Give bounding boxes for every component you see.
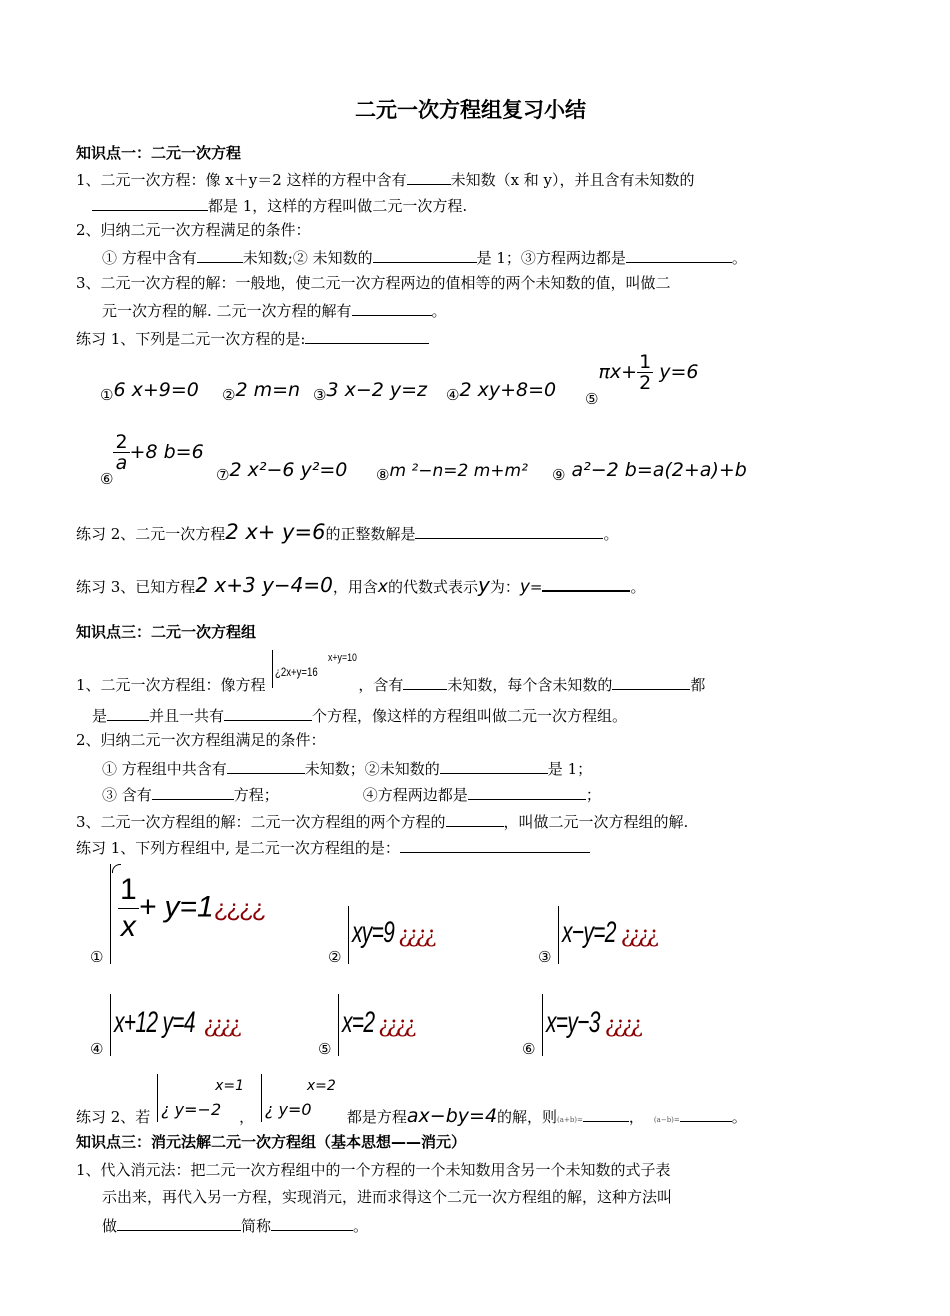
equation-part: y=6	[653, 361, 699, 383]
text: 简称	[241, 1217, 272, 1235]
s1-line-5: 3、二元一次方程的解：一般地，使二元一次方程两边的值相等的两个未知数的值，叫做二	[76, 274, 671, 292]
blank[interactable]	[197, 246, 243, 263]
s2-exercise-1	[76, 836, 590, 858]
text: ，叫做二元一次方程组的解.	[503, 813, 689, 831]
s2-line-5	[102, 783, 601, 805]
text: 练习 1、下列是二元一次方程的是:	[76, 330, 306, 348]
text: =	[529, 578, 543, 596]
garbled-expression: (a−b)=	[653, 1116, 680, 1124]
text: ① 方程中含有	[102, 249, 197, 267]
text: ；	[585, 786, 601, 804]
text: 练习 1、下列方程组中, 是二元一次方程组的是：	[76, 839, 400, 857]
garbled-glyphs: ¿¿¿¿	[398, 923, 434, 948]
text: ，	[239, 1108, 255, 1126]
blank[interactable]	[415, 522, 603, 539]
circle-mark: ④	[446, 386, 460, 404]
s2-line-6	[76, 810, 688, 832]
text: 的代数式表示	[387, 578, 478, 596]
variable: y	[519, 577, 530, 597]
equation: 2 xy+8=0	[459, 379, 557, 401]
text: ④方程两边都是	[362, 786, 468, 804]
circle-mark: ①	[100, 386, 114, 404]
equation-part: πx+	[598, 361, 638, 383]
text: 是 1；③方程两边都是	[476, 249, 626, 267]
garbled-expression: (a+b)=	[557, 1116, 583, 1124]
system-option-6[interactable]	[522, 994, 722, 1058]
s1-line-2	[92, 194, 467, 216]
equation: 3 x−2 y=z	[326, 379, 428, 401]
circle-mark: ⑤	[318, 1040, 332, 1058]
text: 方程；	[233, 786, 279, 804]
blank[interactable]	[107, 704, 149, 721]
text: 。	[431, 302, 447, 320]
blank[interactable]	[400, 836, 590, 853]
s1-line-1	[76, 168, 695, 190]
circle-mark: ③	[538, 948, 552, 966]
text: 练习 2、二元一次方程	[76, 525, 226, 543]
text: 1、二元一次方程组：像方程	[76, 676, 266, 694]
blank[interactable]	[446, 810, 504, 827]
text: 。	[630, 578, 646, 596]
blank[interactable]	[352, 299, 432, 316]
blank[interactable]	[152, 783, 234, 800]
eq-option-8[interactable]	[376, 460, 528, 485]
text: 1、二元一次方程：像 x＋y＝2 这样的方程中含有	[76, 171, 407, 189]
variable: x	[377, 577, 388, 597]
eq-option-9[interactable]	[552, 460, 747, 485]
text: ，用含	[332, 578, 378, 596]
s1-exercise-2	[76, 519, 618, 547]
circle-mark: ①	[90, 948, 104, 966]
circle-mark: ②	[328, 948, 342, 966]
fraction: $\frac{2}{a}$	[115, 431, 128, 474]
text: ，	[628, 1108, 644, 1126]
fraction: $\frac{1}{x}$	[120, 873, 137, 943]
text: 。	[353, 1217, 369, 1235]
text: 未知数，每个含未知数的	[447, 676, 613, 694]
s3-line-2: 示出来，再代入另一方程，实现消元，进而求得这个二元一次方程组的解，这种方法叫	[102, 1188, 673, 1206]
blank[interactable]	[403, 673, 447, 690]
s2-line-4	[102, 757, 592, 779]
s1-exercise-3	[76, 572, 645, 600]
blank[interactable]	[407, 168, 451, 185]
text: 的解，则	[497, 1108, 558, 1126]
garbled-glyphs: ¿¿¿¿	[213, 895, 265, 923]
text: 3、二元一次方程组的解：二元一次方程组的两个方程的	[76, 813, 446, 831]
equation: x+12 y=4	[114, 1006, 195, 1039]
text: 练习 2、若	[76, 1108, 151, 1126]
equation: 6 x+9=0	[113, 379, 199, 401]
circle-mark: ⑤	[585, 390, 599, 408]
garbled-glyphs: ¿¿¿¿	[620, 923, 656, 948]
text: 未知数;② 未知数的	[242, 249, 373, 267]
s1-line-4	[102, 246, 747, 268]
text: 为：	[489, 578, 520, 596]
equation: 2 x²−6 y²=0	[229, 459, 348, 481]
text: 。	[731, 249, 747, 267]
s1-exercise-1	[76, 327, 429, 349]
text: 都是方程	[346, 1108, 407, 1126]
text: 是	[92, 707, 108, 725]
equation: x−y=2	[562, 916, 616, 949]
system-option-4[interactable]	[90, 994, 290, 1058]
equation-part: +8 b=6	[129, 441, 204, 463]
s2-line-1	[76, 652, 706, 695]
blank[interactable]	[583, 1105, 629, 1122]
equation: + y=1	[138, 890, 214, 924]
text: 未知数；②未知数的	[304, 760, 440, 778]
blank[interactable]	[92, 194, 208, 211]
equation: m ²−n=2 m+m²	[389, 461, 528, 481]
solution-system-2: ¿ y=0 x=2	[259, 1102, 347, 1122]
text: ① 方程组中共含有	[102, 760, 227, 778]
text: 的正整数解是	[325, 525, 416, 543]
s3-line-3	[102, 1214, 368, 1236]
eq-option-1[interactable]	[100, 380, 199, 405]
circle-mark: ⑦	[216, 466, 230, 484]
text: 。	[731, 1108, 747, 1126]
s2-exercise-2	[76, 1078, 747, 1130]
variable: y	[477, 573, 490, 597]
section-heading-1: 知识点一：二元一次方程	[76, 144, 242, 162]
text: ③ 含有	[102, 786, 152, 804]
blank[interactable]	[305, 327, 429, 344]
system-example: ¿2x+y=16 x+y=10	[270, 670, 358, 690]
circle-mark: ⑥	[522, 1040, 536, 1058]
equation: 2 x+ y=6	[225, 520, 326, 544]
blank[interactable]	[440, 757, 548, 774]
text: 。	[603, 525, 619, 543]
equation: x=2	[342, 1006, 375, 1039]
text: 都是 1，这样的方程叫做二元一次方程.	[208, 197, 468, 215]
text: 是 1；	[547, 760, 593, 778]
blank[interactable]	[227, 757, 305, 774]
text: 并且一共有	[149, 707, 225, 725]
eq-option-6[interactable]	[100, 431, 204, 488]
blank[interactable]	[271, 1214, 353, 1231]
text: 练习 3、已知方程	[76, 578, 196, 596]
text: 个方程，像这样的方程组叫做二元一次方程组。	[312, 707, 628, 725]
s3-line-1: 1、代入消元法：把二元一次方程组中的一个方程的一个未知数用含另一个未知数的式子表	[76, 1161, 671, 1179]
blank[interactable]	[612, 673, 690, 690]
blank[interactable]	[373, 246, 477, 263]
s2-line-3: 2、归纳二元一次方程组满足的条件：	[76, 731, 326, 749]
text: 做	[102, 1217, 118, 1235]
blank[interactable]	[224, 704, 312, 721]
system-option-3[interactable]	[538, 906, 738, 966]
s2-line-2	[92, 704, 627, 726]
eq-option-4[interactable]	[446, 380, 556, 405]
solution-system-1: ¿ y=−2 x=1	[155, 1102, 239, 1122]
garbled-glyphs: ¿¿¿¿	[203, 1013, 239, 1038]
s1-line-3: 2、归纳二元一次方程满足的条件：	[76, 221, 311, 239]
garbled-glyphs: ¿¿¿¿	[604, 1013, 640, 1038]
blank[interactable]	[680, 1105, 732, 1122]
text: 未知数（x 和 y），并且含有未知数的	[450, 171, 695, 189]
eq-option-7[interactable]	[216, 460, 347, 485]
system-option-1[interactable]	[90, 864, 290, 974]
section-heading-3: 知识点三：消元法解二元一次方程组（基本思想——消元）	[76, 1133, 467, 1151]
circle-mark: ③	[313, 386, 327, 404]
garbled-glyphs: ¿¿¿¿	[378, 1013, 414, 1038]
circle-mark: ②	[222, 386, 236, 404]
blank[interactable]	[468, 783, 586, 800]
blank[interactable]	[626, 246, 732, 263]
circle-mark: ⑧	[376, 466, 390, 484]
equation: 2 m=n	[235, 379, 301, 401]
section-heading-2: 知识点三：二元一次方程组	[76, 623, 257, 641]
equation: a²−2 b=a(2+a)+b	[571, 459, 747, 481]
s1-line-6	[102, 299, 447, 321]
circle-mark: ⑨	[552, 466, 566, 484]
equation: ax−by=4	[406, 1105, 498, 1127]
blank[interactable]	[542, 574, 630, 592]
text: 都	[690, 676, 706, 694]
circle-mark: ④	[90, 1040, 104, 1058]
text: 元一次方程的解. 二元一次方程的解有	[102, 302, 352, 320]
equation: x=y−3	[546, 1006, 600, 1039]
circle-mark: ⑥	[100, 470, 114, 488]
equation: 2 x+3 y−4=0	[195, 573, 333, 597]
system-option-2[interactable]	[328, 906, 508, 966]
eq-option-5[interactable]	[585, 351, 699, 408]
blank[interactable]	[117, 1214, 241, 1231]
system-option-5[interactable]	[318, 994, 498, 1058]
page-title: 二元一次方程组复习小结	[355, 98, 586, 122]
eq-option-2[interactable]	[222, 380, 300, 405]
eq-option-3[interactable]	[313, 380, 427, 405]
fraction: $\frac{1}{2}$	[639, 351, 652, 394]
equation: xy=9	[352, 916, 395, 949]
text: ，含有	[358, 676, 404, 694]
